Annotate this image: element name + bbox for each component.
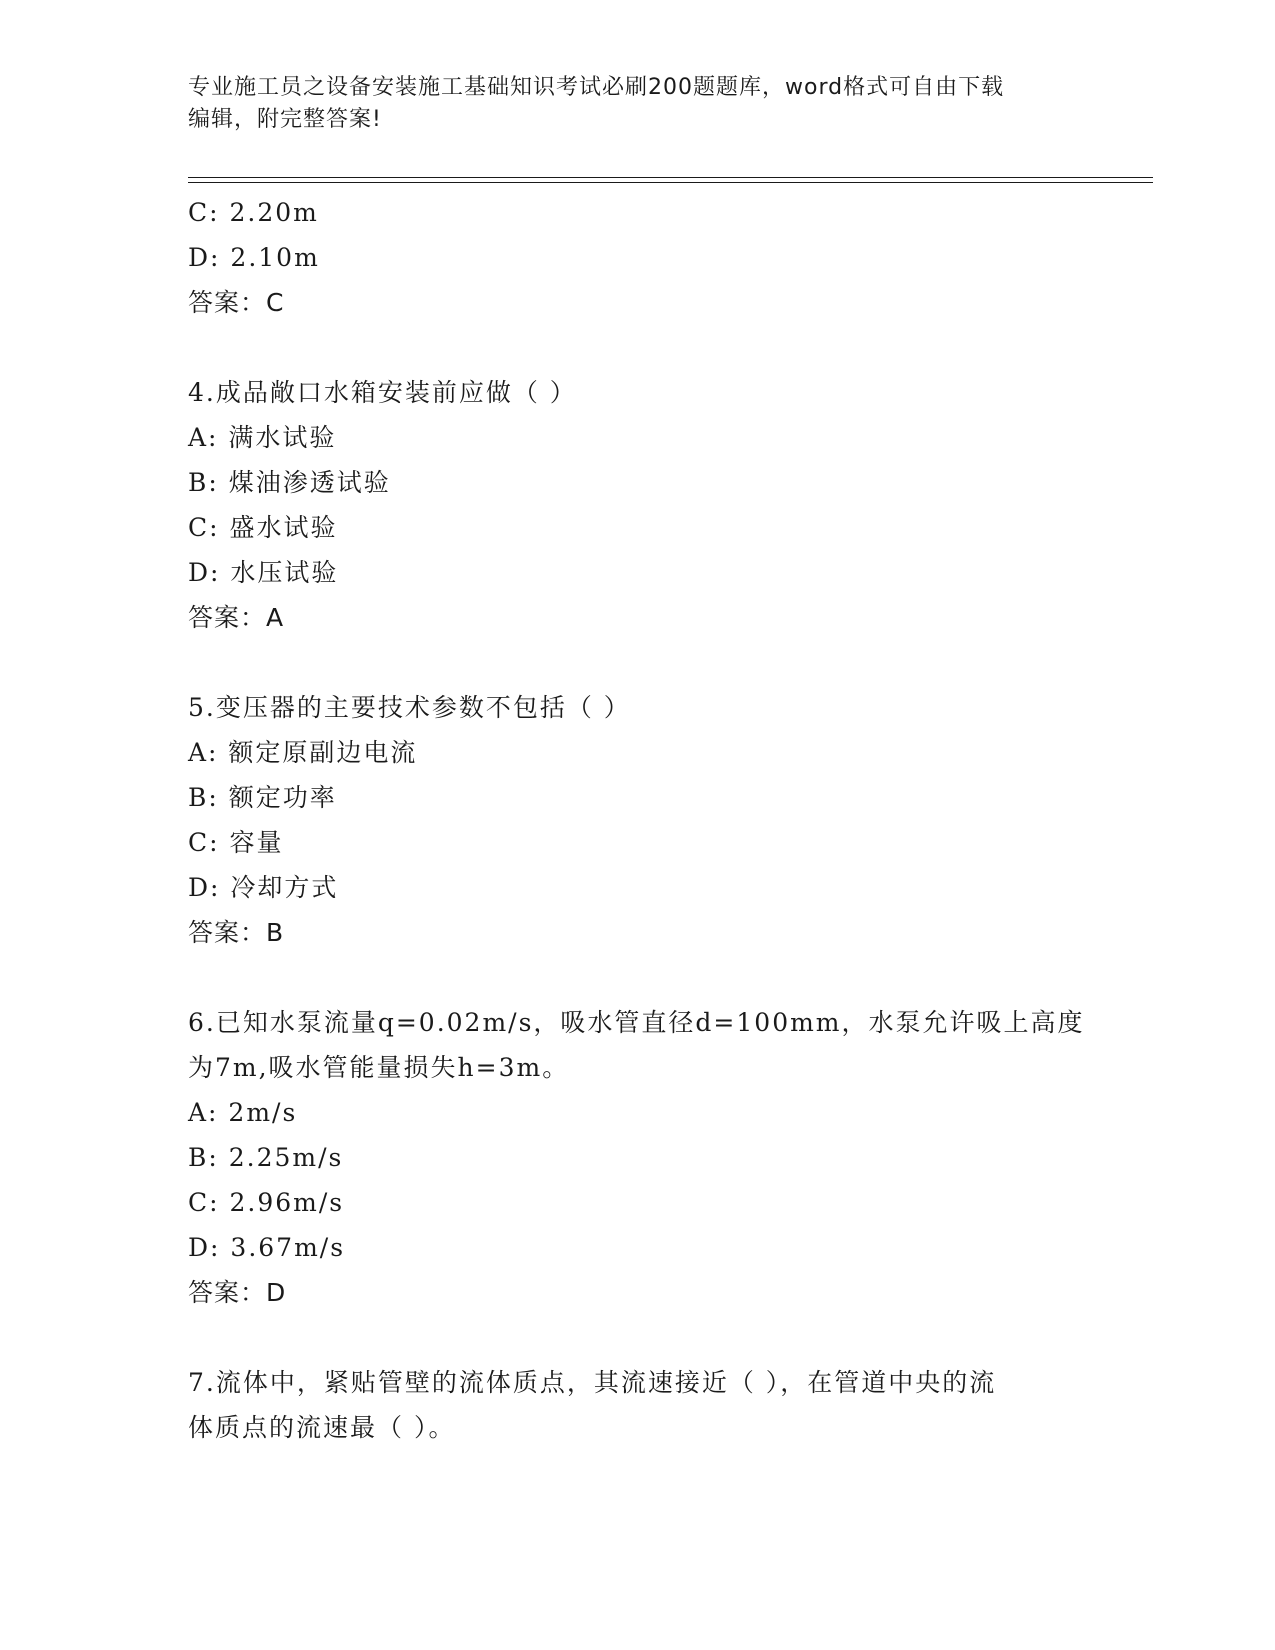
q5-option-b: B: 额定功率	[188, 783, 337, 812]
spacer	[188, 640, 1088, 685]
q4-option-c: C: 盛水试验	[188, 513, 338, 542]
q6-stem-line-2: 为7m,吸水管能量损失h=3m。	[188, 1053, 570, 1082]
q7-stem-line-1: 7.流体中，紧贴管壁的流体质点，其流速接近（ ），在管道中央的流	[188, 1368, 997, 1397]
q5-stem: 5.变压器的主要技术参数不包括（ ）	[188, 693, 631, 722]
header-title-line-1: 专业施工员之设备安装施工基础知识考试必刷200题题库，word格式可自由下载	[188, 75, 1005, 100]
header-title-line-2: 编辑，附完整答案!	[188, 107, 382, 132]
q6-stem-line-1: 6.已知水泵流量q=0.02m/s，吸水管直径d=100mm，水泵允许吸上高度	[188, 1008, 1085, 1037]
header-divider-top	[188, 177, 1153, 178]
document-header	[188, 72, 1068, 136]
q6-option-b: B: 2.25m/s	[188, 1143, 344, 1172]
q4-option-a: A: 满水试验	[188, 423, 337, 452]
question-4	[188, 370, 1088, 640]
q5-answer: 答案：B	[188, 918, 285, 947]
question-7	[188, 1360, 1088, 1450]
q3-option-c: C: 2.20m	[188, 198, 319, 227]
q7-stem-line-2: 体质点的流速最（ ）。	[188, 1413, 456, 1442]
q3-answer: 答案：C	[188, 288, 285, 317]
q4-answer: 答案：A	[188, 603, 285, 632]
spacer	[188, 325, 1088, 370]
q5-option-c: C: 容量	[188, 828, 284, 857]
q3-option-d: D: 2.10m	[188, 243, 320, 272]
q6-answer: 答案：D	[188, 1278, 287, 1307]
q6-option-a: A: 2m/s	[188, 1098, 298, 1127]
question-6	[188, 1000, 1088, 1315]
question-3	[188, 190, 1088, 325]
question-list	[188, 190, 1088, 1450]
spacer	[188, 1315, 1088, 1360]
q5-option-d: D: 冷却方式	[188, 873, 339, 902]
q5-option-a: A: 额定原副边电流	[188, 738, 418, 767]
q4-option-d: D: 水压试验	[188, 558, 339, 587]
header-divider-bottom	[188, 182, 1153, 183]
q6-option-d: D: 3.67m/s	[188, 1233, 346, 1262]
q6-option-c: C: 2.96m/s	[188, 1188, 345, 1217]
q4-option-b: B: 煤油渗透试验	[188, 468, 391, 497]
question-5	[188, 685, 1088, 955]
q4-stem: 4.成品敞口水箱安装前应做（ ）	[188, 378, 577, 407]
spacer	[188, 955, 1088, 1000]
